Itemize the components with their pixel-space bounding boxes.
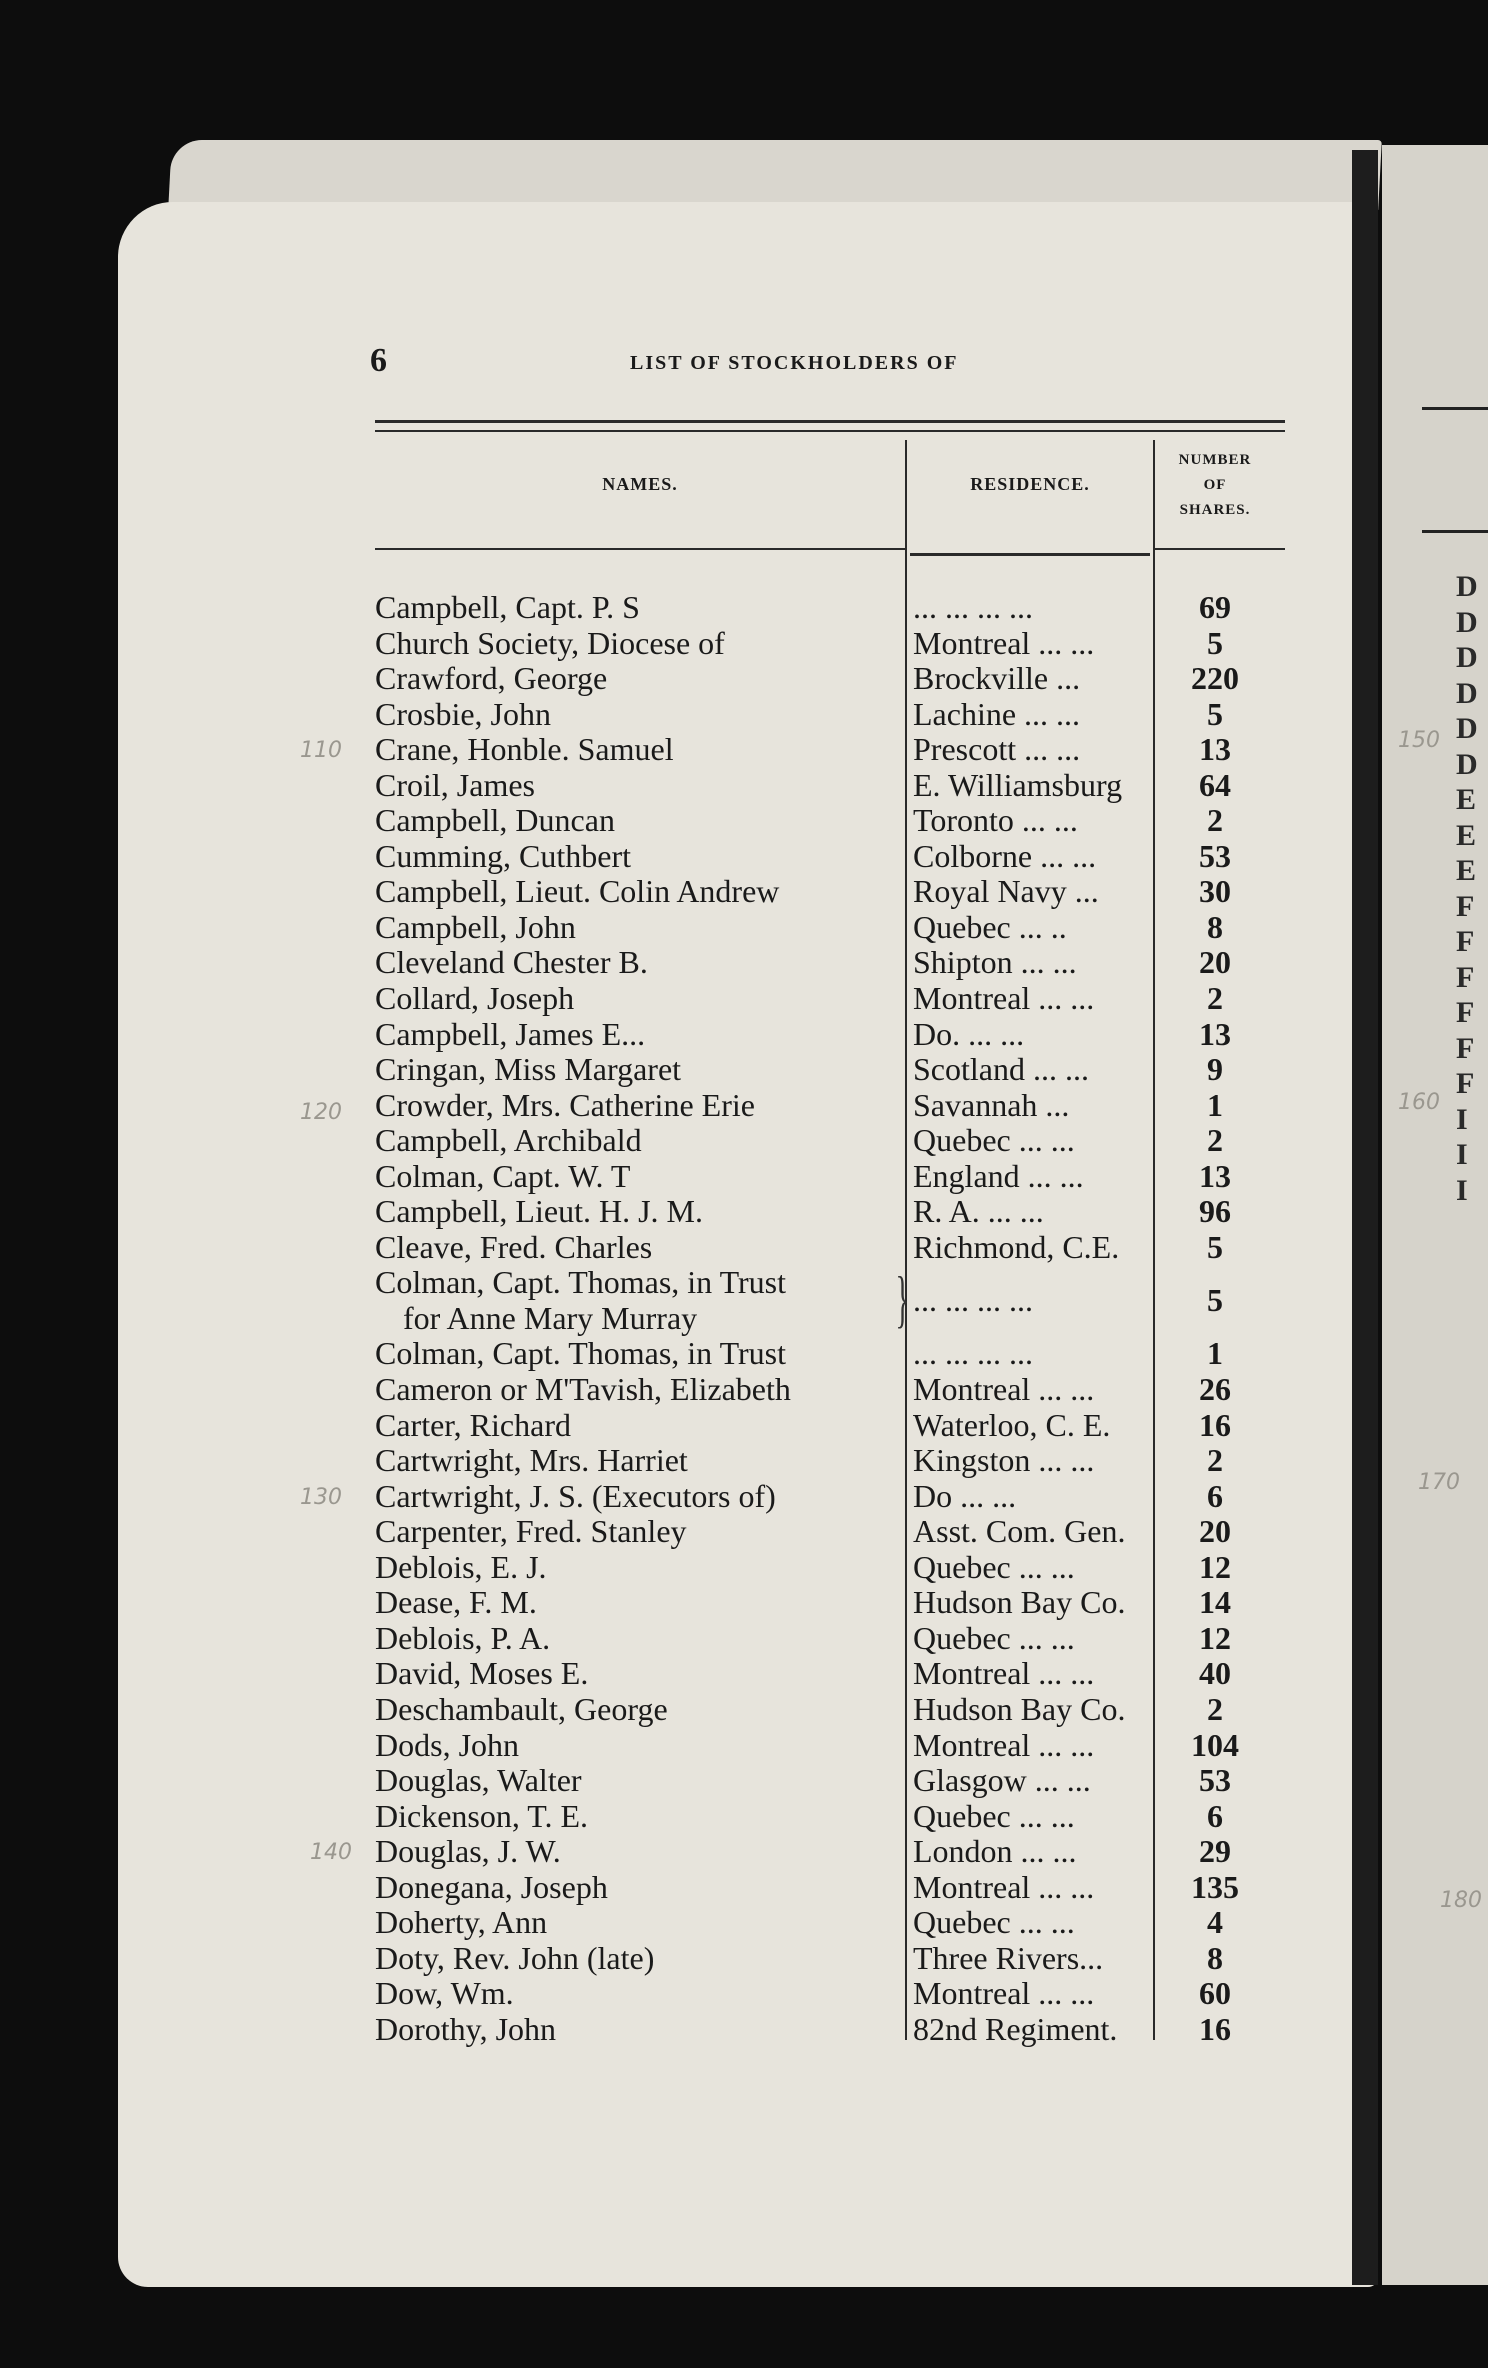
- stockholder-name-line: Colman, Capt. Thomas, in Trust: [375, 1265, 787, 1301]
- residence-cell: Do. ... ...: [913, 1016, 1025, 1052]
- shares-cell: 40: [1199, 1655, 1231, 1692]
- shares-cell: 20: [1199, 1513, 1231, 1550]
- table-row: [375, 1017, 1275, 1053]
- residence-cell: 82nd Regiment.: [913, 2011, 1118, 2047]
- table-row: [375, 803, 1275, 839]
- residence-cell: Montreal ... ...: [913, 1869, 1095, 1905]
- column-header-rule: [910, 553, 1150, 556]
- shares-cell: 9: [1207, 1051, 1223, 1088]
- column-header-rule: [375, 548, 905, 550]
- stockholder-list: [375, 590, 1275, 2047]
- book-spine: [1352, 150, 1378, 2285]
- residence-cell: Kingston ... ...: [913, 1443, 1095, 1479]
- residence-cell: Toronto ... ...: [913, 803, 1078, 839]
- table-row: [375, 1265, 1275, 1336]
- table-row: [375, 1479, 1275, 1515]
- residence-cell: R. A. ... ...: [913, 1194, 1044, 1230]
- stockholder-name: Cleave, Fred. Charles: [375, 1229, 653, 1265]
- stockholder-name: Crosbie, John: [375, 696, 551, 732]
- shares-cell: 4: [1207, 1904, 1223, 1941]
- shares-cell: 2: [1207, 1122, 1223, 1159]
- shares-cell: 1: [1207, 1086, 1223, 1123]
- residence-cell: Lachine ... ...: [913, 696, 1081, 732]
- stockholder-name: Cartwright, Mrs. Harriet: [375, 1443, 688, 1479]
- stockholder-name: Campbell, Lieut. H. J. M.: [375, 1194, 703, 1230]
- residence-cell: Quebec ... ...: [913, 1549, 1075, 1585]
- residence-cell: ... ... ... ...: [913, 1336, 1033, 1372]
- stockholder-name: Campbell, Duncan: [375, 803, 615, 839]
- stockholder-name: Dow, Wm.: [375, 1976, 514, 2012]
- pencil-margin-note: 120: [300, 1100, 342, 1125]
- stockholder-name: Dickenson, T. E.: [375, 1798, 588, 1834]
- stockholder-name: Donegana, Joseph: [375, 1869, 608, 1905]
- shares-cell: 30: [1199, 873, 1231, 910]
- residence-cell: Waterloo, C. E.: [913, 1407, 1111, 1443]
- table-row: [375, 839, 1275, 875]
- pencil-margin-note: 130: [300, 1485, 342, 1510]
- table-row: [375, 1692, 1275, 1728]
- page-top-edge: [168, 140, 1382, 210]
- residence-cell: Quebec ... ...: [913, 1123, 1075, 1159]
- residence-cell: Montreal ... ...: [913, 981, 1095, 1017]
- table-row: [375, 1941, 1275, 1977]
- shares-cell: 2: [1207, 1690, 1223, 1727]
- residence-cell: Royal Navy ...: [913, 874, 1099, 910]
- table-row: [375, 874, 1275, 910]
- header-double-rule: [375, 420, 1285, 423]
- shares-cell: 16: [1199, 1406, 1231, 1443]
- facing-page-letter: I: [1456, 1173, 1468, 1207]
- residence-cell: Montreal ... ...: [913, 1727, 1095, 1763]
- facing-page-letter: D: [1456, 641, 1478, 674]
- table-row: [375, 2012, 1275, 2048]
- facing-page-letter: E: [1456, 818, 1477, 852]
- brace-mark: }: [895, 1263, 910, 1335]
- facing-page-letter: D: [1456, 676, 1478, 710]
- pencil-margin-note: 150: [1398, 728, 1440, 753]
- table-row: [375, 1763, 1275, 1799]
- residence-cell: Richmond, C.E.: [913, 1229, 1120, 1265]
- residence-cell: Montreal ... ...: [913, 1372, 1095, 1408]
- shares-cell: 5: [1207, 1282, 1223, 1319]
- stockholder-name: Carpenter, Fred. Stanley: [375, 1514, 687, 1550]
- residence-cell: Three Rivers...: [913, 1940, 1104, 1976]
- running-head: LIST OF STOCKHOLDERS OF: [630, 352, 959, 374]
- residence-cell: Quebec ... ...: [913, 1905, 1075, 1941]
- residence-cell: Hudson Bay Co.: [913, 1585, 1126, 1621]
- header-double-rule: [375, 430, 1285, 432]
- shares-cell: 64: [1199, 766, 1231, 803]
- stockholder-name: Doty, Rev. John (late): [375, 1940, 655, 1976]
- stockholder-name: Cumming, Cuthbert: [375, 838, 631, 874]
- residence-cell: London ... ...: [913, 1834, 1077, 1870]
- stockholder-name: Cringan, Miss Margaret: [375, 1052, 682, 1088]
- shares-cell: 6: [1207, 1797, 1223, 1834]
- residence-cell: Colborne ... ...: [913, 838, 1097, 874]
- table-row: [375, 1799, 1275, 1835]
- facing-page-letter: I: [1456, 1102, 1468, 1136]
- facing-page-letter: E: [1456, 783, 1477, 816]
- facing-page-rule: [1422, 407, 1488, 410]
- facing-page: [1382, 145, 1488, 2285]
- stockholder-name: Carter, Richard: [375, 1407, 571, 1443]
- facing-page-letter: D: [1456, 605, 1478, 639]
- stockholder-name: Deblois, P. A.: [375, 1620, 551, 1656]
- residence-cell: Scotland ... ...: [913, 1052, 1089, 1088]
- stockholder-name: Campbell, Archibald: [375, 1123, 642, 1159]
- table-row: [375, 1123, 1275, 1159]
- facing-page-letter: F: [1456, 960, 1475, 994]
- residence-cell: Hudson Bay Co.: [913, 1691, 1126, 1727]
- table-row: [375, 1656, 1275, 1692]
- table-row: [375, 1159, 1275, 1195]
- table-row: [375, 626, 1275, 662]
- table-row: [375, 697, 1275, 733]
- shares-cell: 13: [1199, 1157, 1231, 1194]
- shares-cell: 12: [1199, 1548, 1231, 1585]
- shares-cell: 1: [1207, 1335, 1223, 1372]
- stockholder-name: Church Society, Diocese of: [375, 625, 725, 661]
- stockholder-name: Deblois, E. J.: [375, 1549, 547, 1585]
- table-row: [375, 768, 1275, 804]
- shares-cell: 2: [1207, 1442, 1223, 1479]
- table-row: [375, 1870, 1275, 1906]
- shares-cell: 2: [1207, 980, 1223, 1017]
- shares-cell: 104: [1191, 1726, 1239, 1763]
- shares-cell: 53: [1199, 837, 1231, 874]
- facing-page-letter: F: [1456, 925, 1475, 958]
- stockholder-name: Doherty, Ann: [375, 1905, 548, 1941]
- stockholder-name: Campbell, Capt. P. S: [375, 590, 640, 625]
- table-row: [375, 945, 1275, 981]
- shares-column-header: [1160, 448, 1270, 523]
- shares-header-line: SHARES.: [1179, 502, 1251, 518]
- stockholder-name: Dease, F. M.: [375, 1585, 537, 1621]
- table-row: [375, 1230, 1275, 1266]
- table-row: [375, 1550, 1275, 1586]
- stockholder-name: Dods, John: [375, 1727, 520, 1763]
- table-row: [375, 1514, 1275, 1550]
- residence-cell: Brockville ...: [913, 661, 1081, 697]
- residence-cell: Glasgow ... ...: [913, 1763, 1091, 1799]
- shares-header-line: NUMBER: [1178, 452, 1252, 468]
- shares-cell: 220: [1191, 660, 1239, 697]
- stockholder-name: Cartwright, J. S. (Executors of): [375, 1478, 776, 1514]
- stockholder-name: Cameron or M'Tavish, Elizabeth: [375, 1372, 791, 1408]
- table-row: [375, 1336, 1275, 1372]
- facing-page-rule: [1422, 530, 1488, 533]
- residence-cell: ... ... ... ...: [913, 1283, 1033, 1319]
- residence-cell: Quebec ... ...: [913, 1620, 1075, 1656]
- stockholder-name: Crowder, Mrs. Catherine Erie: [375, 1087, 755, 1123]
- stockholder-name: David, Moses E.: [375, 1656, 589, 1692]
- table-row: [375, 981, 1275, 1017]
- stockholder-name: Douglas, Walter: [375, 1763, 582, 1799]
- stockholder-name: Crawford, George: [375, 661, 608, 697]
- shares-cell: 69: [1199, 589, 1231, 625]
- stockholder-name: Crane, Honble. Samuel: [375, 732, 674, 768]
- pencil-margin-note: 160: [1398, 1090, 1440, 1115]
- shares-cell: 8: [1207, 1939, 1223, 1976]
- stockholder-name: [375, 1265, 895, 1336]
- stockholder-name: Douglas, J. W.: [375, 1834, 561, 1870]
- table-row: [375, 1976, 1275, 2012]
- shares-cell: 60: [1199, 1975, 1231, 2012]
- facing-page-letter: E: [1456, 854, 1477, 887]
- pencil-margin-note: 140: [310, 1840, 352, 1865]
- table-row: [375, 661, 1275, 697]
- residence-cell: Quebec ... ..: [913, 909, 1067, 945]
- shares-cell: 6: [1207, 1477, 1223, 1514]
- stockholder-name: Cleveland Chester B.: [375, 945, 648, 981]
- facing-page-letter: D: [1456, 712, 1478, 745]
- shares-cell: 2: [1207, 802, 1223, 839]
- facing-page-letter: F: [1456, 889, 1475, 923]
- table-row: [375, 1728, 1275, 1764]
- shares-cell: 12: [1199, 1619, 1231, 1656]
- table-row: [375, 1621, 1275, 1657]
- table-row: [375, 732, 1275, 768]
- page-number: 6: [370, 342, 387, 379]
- shares-cell: 26: [1199, 1371, 1231, 1408]
- shares-cell: 16: [1199, 2010, 1231, 2047]
- stockholder-name: Colman, Capt. W. T: [375, 1158, 631, 1194]
- facing-page-letter: F: [1456, 1031, 1475, 1065]
- stockholder-name: Dorothy, John: [375, 2011, 557, 2047]
- stockholder-name: Campbell, Lieut. Colin Andrew: [375, 874, 780, 910]
- facing-page-letter: I: [1456, 1138, 1468, 1171]
- table-row: [375, 1088, 1275, 1124]
- shares-cell: 96: [1199, 1193, 1231, 1230]
- residence-cell: England ... ...: [913, 1158, 1084, 1194]
- table-row: [375, 1443, 1275, 1479]
- residence-cell: Prescott ... ...: [913, 732, 1081, 768]
- shares-cell: 5: [1207, 1228, 1223, 1265]
- shares-cell: 13: [1199, 731, 1231, 768]
- table-row: [375, 1194, 1275, 1230]
- facing-page-letter: F: [1456, 1067, 1475, 1100]
- residence-cell: Savannah ...: [913, 1087, 1070, 1123]
- residence-cell: Shipton ... ...: [913, 945, 1077, 981]
- table-row: [375, 1585, 1275, 1621]
- facing-page-letter: D: [1456, 747, 1478, 781]
- table-row: [375, 590, 1275, 626]
- table-row: [375, 1905, 1275, 1941]
- shares-cell: 135: [1191, 1868, 1239, 1905]
- shares-header-line: OF: [1203, 477, 1227, 493]
- facing-page-letter: D: [1456, 570, 1478, 603]
- stockholder-name: Deschambault, George: [375, 1691, 668, 1727]
- pencil-margin-note: 110: [300, 738, 342, 763]
- shares-cell: 5: [1207, 624, 1223, 661]
- shares-cell: 5: [1207, 695, 1223, 732]
- residence-cell: ... ... ... ...: [913, 590, 1033, 625]
- column-header-rule: [1155, 548, 1285, 550]
- table-row: [375, 910, 1275, 946]
- residence-cell: Asst. Com. Gen.: [913, 1514, 1126, 1550]
- shares-cell: 14: [1199, 1584, 1231, 1621]
- residence-cell: Montreal ... ...: [913, 625, 1095, 661]
- pencil-margin-note: 170: [1418, 1470, 1460, 1495]
- stockholder-name: Campbell, John: [375, 909, 576, 945]
- stockholder-name: Campbell, James E...: [375, 1016, 646, 1052]
- shares-cell: 53: [1199, 1762, 1231, 1799]
- facing-page-letter: F: [1456, 996, 1475, 1029]
- stockholder-name: Croil, James: [375, 767, 535, 803]
- stockholder-name: Colman, Capt. Thomas, in Trust: [375, 1336, 787, 1372]
- residence-column-header: RESIDENCE.: [970, 474, 1090, 494]
- residence-cell: Montreal ... ...: [913, 1976, 1095, 2012]
- shares-cell: 8: [1207, 908, 1223, 945]
- residence-cell: Montreal ... ...: [913, 1656, 1095, 1692]
- shares-cell: 20: [1199, 944, 1231, 981]
- residence-cell: E. Williamsburg: [913, 767, 1123, 803]
- table-row: [375, 1834, 1275, 1870]
- shares-cell: 29: [1199, 1833, 1231, 1870]
- table-row: [375, 1372, 1275, 1408]
- residence-cell: Quebec ... ...: [913, 1798, 1075, 1834]
- table-row: [375, 1052, 1275, 1088]
- pencil-margin-note: 180: [1440, 1888, 1482, 1913]
- names-column-header: NAMES.: [602, 474, 678, 494]
- stockholder-name: Collard, Joseph: [375, 981, 575, 1017]
- table-row: [375, 1408, 1275, 1444]
- residence-cell: Do ... ...: [913, 1478, 1017, 1514]
- stockholder-name-line: for Anne Mary Murray: [403, 1299, 698, 1336]
- shares-cell: 13: [1199, 1015, 1231, 1052]
